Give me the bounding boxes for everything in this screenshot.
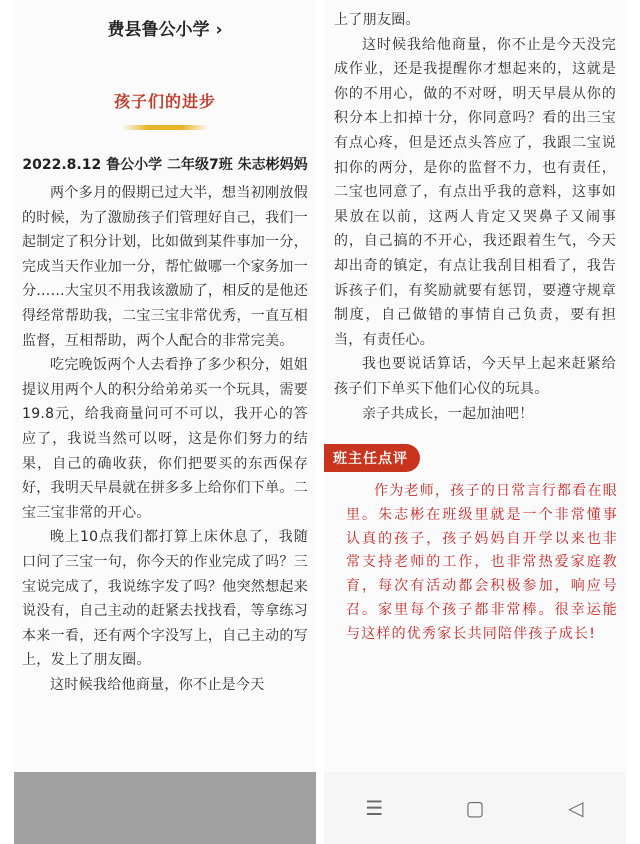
system-nav-bar <box>324 772 626 844</box>
left-article-pane[interactable] <box>14 0 316 844</box>
paragraph-5: 我也要说话算话，今天早上起来赶紧给孩子们下单买下他们心仪的玩具。 <box>334 356 616 397</box>
banner-underline <box>122 125 208 130</box>
account-name-link[interactable] <box>14 15 316 55</box>
pane-divider <box>316 0 324 844</box>
account-name: 费县鲁公小学 <box>107 20 210 40</box>
paragraph-4-partial: 这时候我给他商量，你不止是今天 <box>50 676 265 693</box>
right-article-pane[interactable] <box>324 0 626 844</box>
article-header: 2022.8.12 鲁公小学 二年级7班 朱志彬妈妈 <box>22 157 308 173</box>
paragraph-6: 亲子共成长，一起加油吧！ <box>362 405 534 422</box>
teacher-review-text: 作为老师，孩子的日常言行都看在眼里。朱志彬在班级里就是一个非常懂事认真的孩子，孩子妈妈自开学以来也非常支持老师的工作，也非常热爱家庭教育，每次有活动都会积极参加，响应号召。家里每个孩子都非常棒。很幸运能与这样的优秀家长共同陪伴孩子成长! <box>346 483 618 642</box>
bottom-overlay <box>14 772 316 844</box>
home-icon[interactable]: ▢ <box>465 796 485 820</box>
paragraph-1: 两个多月的假期已过大半，想当初刚放假的时候，为了激励孩子们管理好自己，我们一起制定了积分计划，比如做到某件事加一分，完成当天作业加一分，帮忙做哪一个家务加一分……大宝贝不用我该激励了，相反的是他还得经常帮助我，二宝三宝非常优秀，一直互相监督，互相帮助，两个人配合的非常完美。 <box>22 185 308 349</box>
paragraph-4: 这时候我给他商量，你不止是今天没完成作业，还是我提醒你才想起来的，这就是你的不用心，做的不对呀，明天早晨从你的积分本上扣掉十分，你同意吗？看的出三宝有点心疼，但是还点头答应了，我跟二宝说扣你的两分，是你的监督不力，也有责任，二宝也同意了，有点出乎我的意料，这事如果放在以前，这两人肯定又哭鼻子又闹事的，自己搞的不开心，我还跟着生气，今天却出奇的镇定，有点让我刮目相看了，我告诉孩子们，有奖励就要有惩罚，要遵守规章制度，自己做错的事情自己负责，要有担当，有责任心。 <box>334 36 616 348</box>
banner-title: 孩子们的进步 <box>113 92 216 111</box>
teacher-review-badge: 班主任点评 <box>324 444 420 472</box>
menu-icon[interactable]: ☰ <box>365 796 384 820</box>
chevron-right-icon: › <box>215 20 223 40</box>
paragraph-3-tail: 上了朋友圈。 <box>334 12 420 28</box>
article-banner <box>14 89 316 130</box>
back-icon[interactable]: ◁ <box>567 796 584 820</box>
paragraph-2: 吃完晚饭两个人去看挣了多少积分，姐姐提议用两个人的积分给弟弟买一个玩具，需要19.8元，给我商量问可不可以，我开心的答应了，我说当然可以呀，这是你们努力的结果，自己的确收获，你们把要买的东西保存好，我明天早晨就在拼多多上给你们下单。二宝三宝非常的开心。 <box>22 357 308 521</box>
paragraph-3: 晚上10点我们都打算上床休息了，我随口问了三宝一句，你今天的作业完成了吗？三宝说完成了，我说练字发了吗？他突然想起来说没有，自己主动的赶紧去找找看，等拿练习本来一看，还有两个字没写上，自己主动的写上，发上了朋友圈。 <box>22 529 308 669</box>
